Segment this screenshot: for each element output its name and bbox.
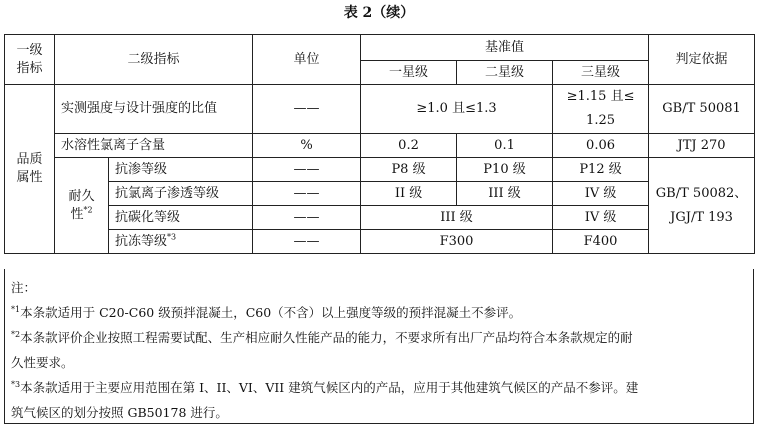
row-chloride-content-name: 水溶性氯离子含量 — [55, 134, 253, 158]
row-strength-star12: ≥1.0 且≤1.3 — [361, 85, 553, 134]
note-2-line1: $^{*2}$本条款评价企业按照工程需要试配、生产相应耐久性能产品的能力，不要求所有出厂产品均符合本条款规定的耐 — [11, 329, 633, 345]
row-impermeability-unit: —— — [253, 158, 361, 182]
row-impermeability-star2: P10 级 — [457, 158, 553, 182]
row-carbonation-name: 抗碳化等级 — [109, 206, 253, 230]
header-unit: 单位 — [253, 35, 361, 85]
row-carbonation-star12: III 级 — [361, 206, 553, 230]
row-frost-star3: F400 — [553, 230, 649, 254]
row-impermeability-star1: P8 级 — [361, 158, 457, 182]
row-strength-basis: GB/T 50081 — [649, 85, 755, 134]
row-impermeability-star3: P12 级 — [553, 158, 649, 182]
header-level1: 一级 指标 — [5, 35, 55, 85]
note-1: $^{*1}$本条款适用于 C20-C60 级预拌混凝土，C60（不含）以上强度等级的预拌混凝土不参评。 — [11, 304, 522, 320]
row-chloride-content-basis: JTJ 270 — [649, 134, 755, 158]
row-chloride-penetration-star2: III 级 — [457, 182, 553, 206]
row-durability-basis: GB/T 50082、 JGJ/T 193 — [649, 158, 755, 254]
row-strength-unit: —— — [253, 85, 361, 134]
note-3-line2: 筑气候区的划分按照 GB50178 进行。 — [11, 405, 228, 420]
note-2-line2: 久性要求。 — [11, 355, 74, 370]
row-chloride-penetration-star1: II 级 — [361, 182, 457, 206]
notes-title: 注： — [11, 280, 37, 295]
row-chloride-penetration-unit: —— — [253, 182, 361, 206]
durability-group-cell: 耐久 性$^{*2}$ — [55, 158, 109, 254]
row-frost-unit: —— — [253, 230, 361, 254]
header-level2: 二级指标 — [55, 35, 253, 85]
row-chloride-penetration-star3: IV 级 — [553, 182, 649, 206]
note-3-line1: $^{*3}$本条款适用于主要应用范围在第 I、II、VI、VII 建筑气候区内的产品，应用于其他建筑气候区的产品不参评。建 — [11, 379, 639, 395]
row-chloride-content-star2: 0.1 — [457, 134, 553, 158]
row-chloride-content-star1: 0.2 — [361, 134, 457, 158]
row-chloride-content-star3: 0.06 — [553, 134, 649, 158]
header-star1: 一星级 — [361, 61, 457, 85]
row-frost-name: 抗冻等级$^{*3}$ — [109, 230, 253, 254]
row-chloride-penetration-name: 抗氯离子渗透等级 — [109, 182, 253, 206]
row-strength-name: 实测强度与设计强度的比值 — [55, 85, 253, 134]
header-baseline: 基准值 — [361, 35, 649, 61]
header-star3: 三星级 — [553, 61, 649, 85]
row-carbonation-unit: —— — [253, 206, 361, 230]
row-frost-star12: F300 — [361, 230, 553, 254]
row-strength-star3: ≥1.15 且≤ 1.25 — [553, 85, 649, 134]
header-star2: 二星级 — [457, 61, 553, 85]
table-caption: 表 2（续） — [343, 5, 415, 21]
header-basis: 判定依据 — [649, 35, 755, 85]
row-impermeability-name: 抗渗等级 — [109, 158, 253, 182]
category-cell: 品质 属性 — [5, 85, 55, 254]
row-chloride-content-unit: % — [253, 134, 361, 158]
row-carbonation-star3: IV 级 — [553, 206, 649, 230]
standards-table — [4, 34, 755, 254]
notes-box — [4, 269, 754, 424]
